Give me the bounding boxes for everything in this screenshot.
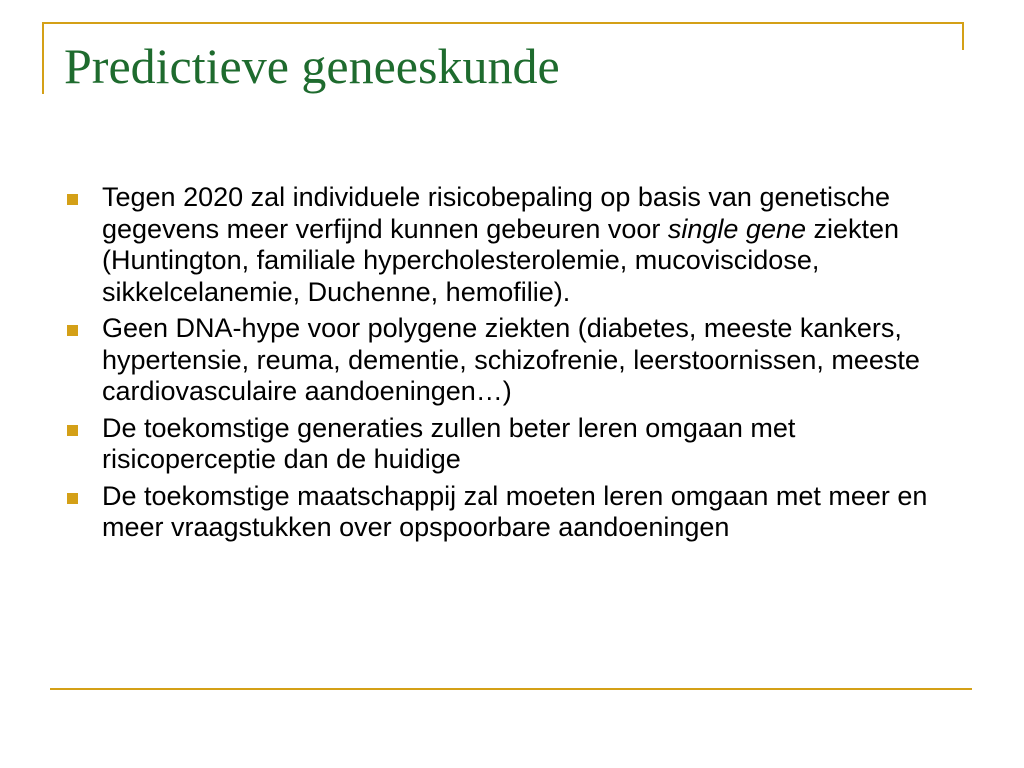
- square-bullet-icon: [67, 425, 78, 436]
- frame-top-rule: [42, 22, 964, 24]
- frame-right-rule: [962, 22, 964, 50]
- square-bullet-icon: [67, 194, 78, 205]
- bullet-text: Geen DNA-hype voor polygene ziekten (diabetes, meeste kankers, hypertensie, reuma, dementie, schizofrenie, leerstoornissen, meeste cardiovasculaire aandoeningen…): [102, 313, 920, 406]
- bullet-text: ziekten (Huntington, familiale hypercholesterolemie, mucoviscidose, sikkelcelanemie, Duchenne, hemofilie).: [102, 213, 900, 307]
- square-bullet-icon: [67, 493, 78, 504]
- square-bullet-icon: [67, 325, 78, 336]
- bullet-text: De toekomstige maatschappij zal moeten leren omgaan met meer en meer vraagstukken over opspoorbare aandoeningen: [102, 480, 928, 542]
- bullet-list: [64, 182, 964, 549]
- bullet-emphasis: single gene: [667, 213, 806, 244]
- bullet-item: [64, 413, 964, 476]
- slide-title: Predictieve geneeskunde: [64, 38, 560, 94]
- frame-bottom-rule: [50, 688, 972, 690]
- bullet-item: [64, 481, 964, 544]
- bullet-text: De toekomstige generaties zullen beter leren omgaan met risicoperceptie dan de huidige: [102, 412, 796, 474]
- frame-left-rule: [42, 22, 44, 94]
- bullet-text: Tegen 2020 zal individuele risicobepaling op basis van genetische gegevens meer verfijnd kunnen gebeuren voor: [102, 182, 891, 244]
- bullet-item: [64, 313, 964, 408]
- bullet-item: [64, 182, 964, 308]
